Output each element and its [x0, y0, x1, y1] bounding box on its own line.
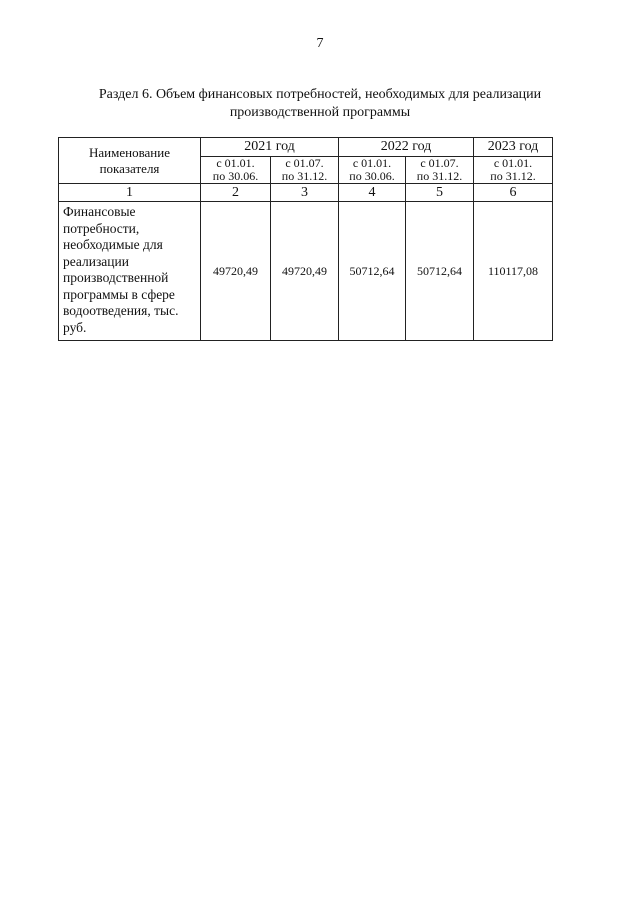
header-period-2	[271, 157, 339, 184]
indicator-line: водоотведения, тыс.	[63, 303, 179, 318]
column-number-3: 3	[271, 184, 339, 202]
value-2021-h2: 49720,49	[271, 202, 339, 341]
period-4-to: по 31.12.	[416, 169, 463, 183]
table-row	[59, 202, 553, 341]
indicator-line: Финансовые	[63, 204, 136, 219]
column-number-2: 2	[201, 184, 271, 202]
header-year-2021: 2021 год	[201, 138, 339, 157]
period-3-from: с 01.01.	[352, 156, 392, 170]
header-year-2023: 2023 год	[474, 138, 553, 157]
indicator-line: необходимые для	[63, 237, 163, 252]
column-number-1: 1	[59, 184, 201, 202]
value-2022-h1: 50712,64	[339, 202, 406, 341]
period-1-from: с 01.01.	[216, 156, 255, 170]
value-2022-h2: 50712,64	[406, 202, 474, 341]
period-2-to: по 31.12.	[281, 169, 328, 183]
period-2-from: с 01.07.	[285, 156, 324, 170]
period-5-to: по 31.12.	[490, 169, 536, 183]
indicator-line: реализации	[63, 253, 129, 269]
header-indicator-name-line-2: показателя	[99, 160, 160, 176]
period-4-from: с 01.07.	[420, 156, 459, 170]
header-indicator-name-line-1: Наименование	[89, 144, 170, 160]
indicator-line: программы в сфере	[63, 286, 175, 302]
page-number: 7	[316, 36, 324, 51]
header-period-5	[474, 157, 553, 184]
financial-needs-table	[58, 137, 553, 341]
column-number-4: 4	[339, 184, 406, 202]
period-3-to: по 30.06.	[349, 169, 395, 183]
column-number-5: 5	[406, 184, 474, 202]
period-1-to: по 30.06.	[212, 169, 259, 183]
header-period-4	[406, 157, 474, 184]
indicator-line: производственной	[63, 270, 169, 285]
period-5-from: с 01.01.	[493, 156, 533, 170]
column-number-6: 6	[474, 184, 553, 202]
header-year-2022: 2022 год	[339, 138, 474, 157]
header-period-1	[201, 157, 271, 184]
header-period-3	[339, 157, 406, 184]
header-indicator-name	[59, 138, 201, 184]
section-title-line-1: Раздел 6. Объем финансовых потребностей, необходимых для реализации	[98, 87, 542, 102]
value-2023: 110117,08	[474, 202, 553, 341]
indicator-line: потребности,	[63, 220, 140, 236]
section-title	[60, 86, 580, 122]
indicator-name-cell	[59, 202, 201, 341]
value-2021-h1: 49720,49	[201, 202, 271, 341]
indicator-line: руб.	[63, 319, 87, 335]
section-title-line-2: производственной программы	[229, 105, 411, 120]
